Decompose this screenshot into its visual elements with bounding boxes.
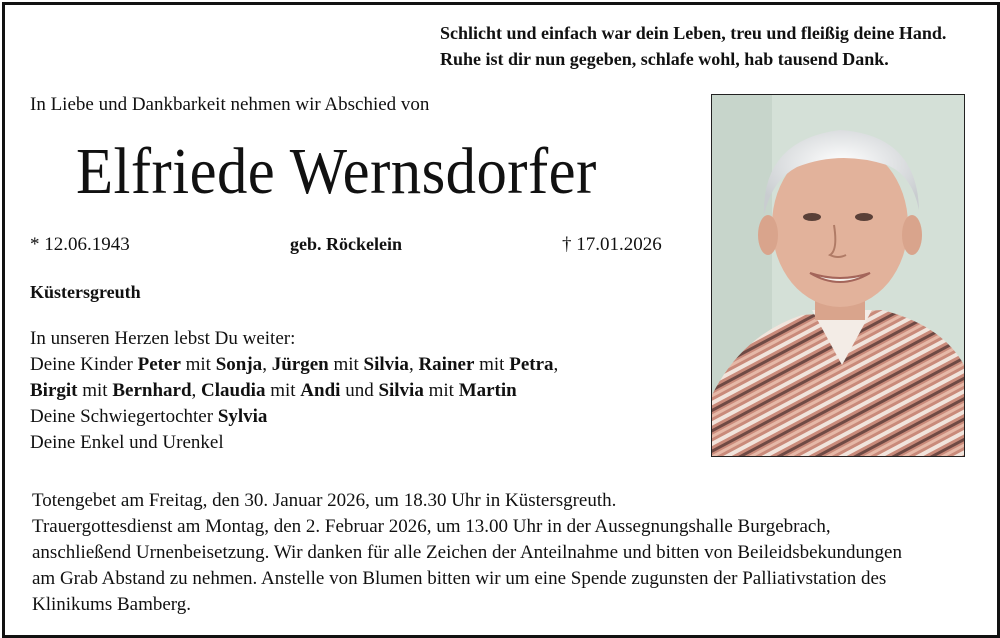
mourner-text: und xyxy=(340,380,379,401)
mourner-name: Silvia xyxy=(378,380,424,401)
portrait-illustration xyxy=(712,95,964,456)
mourner-text: Deine Kinder xyxy=(30,354,138,375)
service-line-5: Klinikums Bamberg. xyxy=(32,594,192,615)
mourner-text: mit xyxy=(474,354,510,375)
service-line-3: anschließend Urnenbeisetzung. Wir danken für alle Zeichen der Anteilnahme und bitten von Beileidsbekundungen xyxy=(32,542,902,563)
mourner-name: Claudia xyxy=(201,380,266,401)
mourner-name: Bernhard xyxy=(112,380,192,401)
motto-line-2: Ruhe ist dir nun gegeben, schlafe wohl, hab tausend Dank. xyxy=(440,49,889,69)
mourner-name: Silvia xyxy=(363,354,409,375)
mourner-name: Peter xyxy=(137,354,181,375)
mourner-text: mit xyxy=(265,380,301,401)
mourner-text: mit xyxy=(328,354,364,375)
mourners-heading: In unseren Herzen lebst Du weiter: xyxy=(30,328,296,349)
mourner-text: mit xyxy=(180,354,216,375)
hometown: Küstersgreuth xyxy=(30,282,141,302)
birth-date: * 12.06.1943 xyxy=(30,234,130,255)
portrait-photo xyxy=(711,94,965,457)
mourner-text: , xyxy=(408,354,419,375)
mourner-text: Deine Enkel und Urenkel xyxy=(30,432,224,453)
mourner-name: Martin xyxy=(458,380,517,401)
mourners-line xyxy=(30,378,558,404)
mourners-line xyxy=(30,404,558,430)
mourners-line xyxy=(30,352,558,378)
mourner-text: , xyxy=(191,380,202,401)
mourner-name: Rainer xyxy=(418,354,475,375)
service-line-4: am Grab Abstand zu nehmen. Anstelle von Blumen bitten wir um eine Spende zugunsten der Palliativstation des xyxy=(32,568,887,589)
mourner-name: Jürgen xyxy=(271,354,329,375)
mourner-text: , xyxy=(553,354,559,375)
mourners-block xyxy=(30,326,558,456)
mourner-name: Sonja xyxy=(215,354,263,375)
mourner-text: mit xyxy=(77,380,113,401)
mourner-name: Petra xyxy=(509,354,554,375)
mourner-text: , xyxy=(262,354,272,375)
mourner-name: Sylvia xyxy=(217,406,268,427)
motto-line-1: Schlicht und einfach war dein Leben, treu und fleißig deine Hand. xyxy=(440,23,947,43)
motto-verse xyxy=(440,20,946,72)
mourner-name: Birgit xyxy=(30,380,78,401)
intro-text: In Liebe und Dankbarkeit nehmen wir Abschied von xyxy=(30,94,430,115)
mourner-text: mit xyxy=(423,380,459,401)
service-line-1: Totengebet am Freitag, den 30. Januar 2026, um 18.30 Uhr in Küstersgreuth. xyxy=(32,490,617,511)
service-line-2: Trauergottesdienst am Montag, den 2. Februar 2026, um 13.00 Uhr in der Aussegnungshalle Burgebrach, xyxy=(32,516,831,537)
mourner-name: Andi xyxy=(300,380,341,401)
maiden-name: geb. Röckelein xyxy=(290,234,402,254)
mourner-text: Deine Schwiegertochter xyxy=(30,406,218,427)
service-details xyxy=(32,488,902,618)
mourners-line xyxy=(30,430,558,456)
deceased-name: Elfriede Wernsdorfer xyxy=(76,135,597,208)
death-date: † 17.01.2026 xyxy=(562,234,662,255)
